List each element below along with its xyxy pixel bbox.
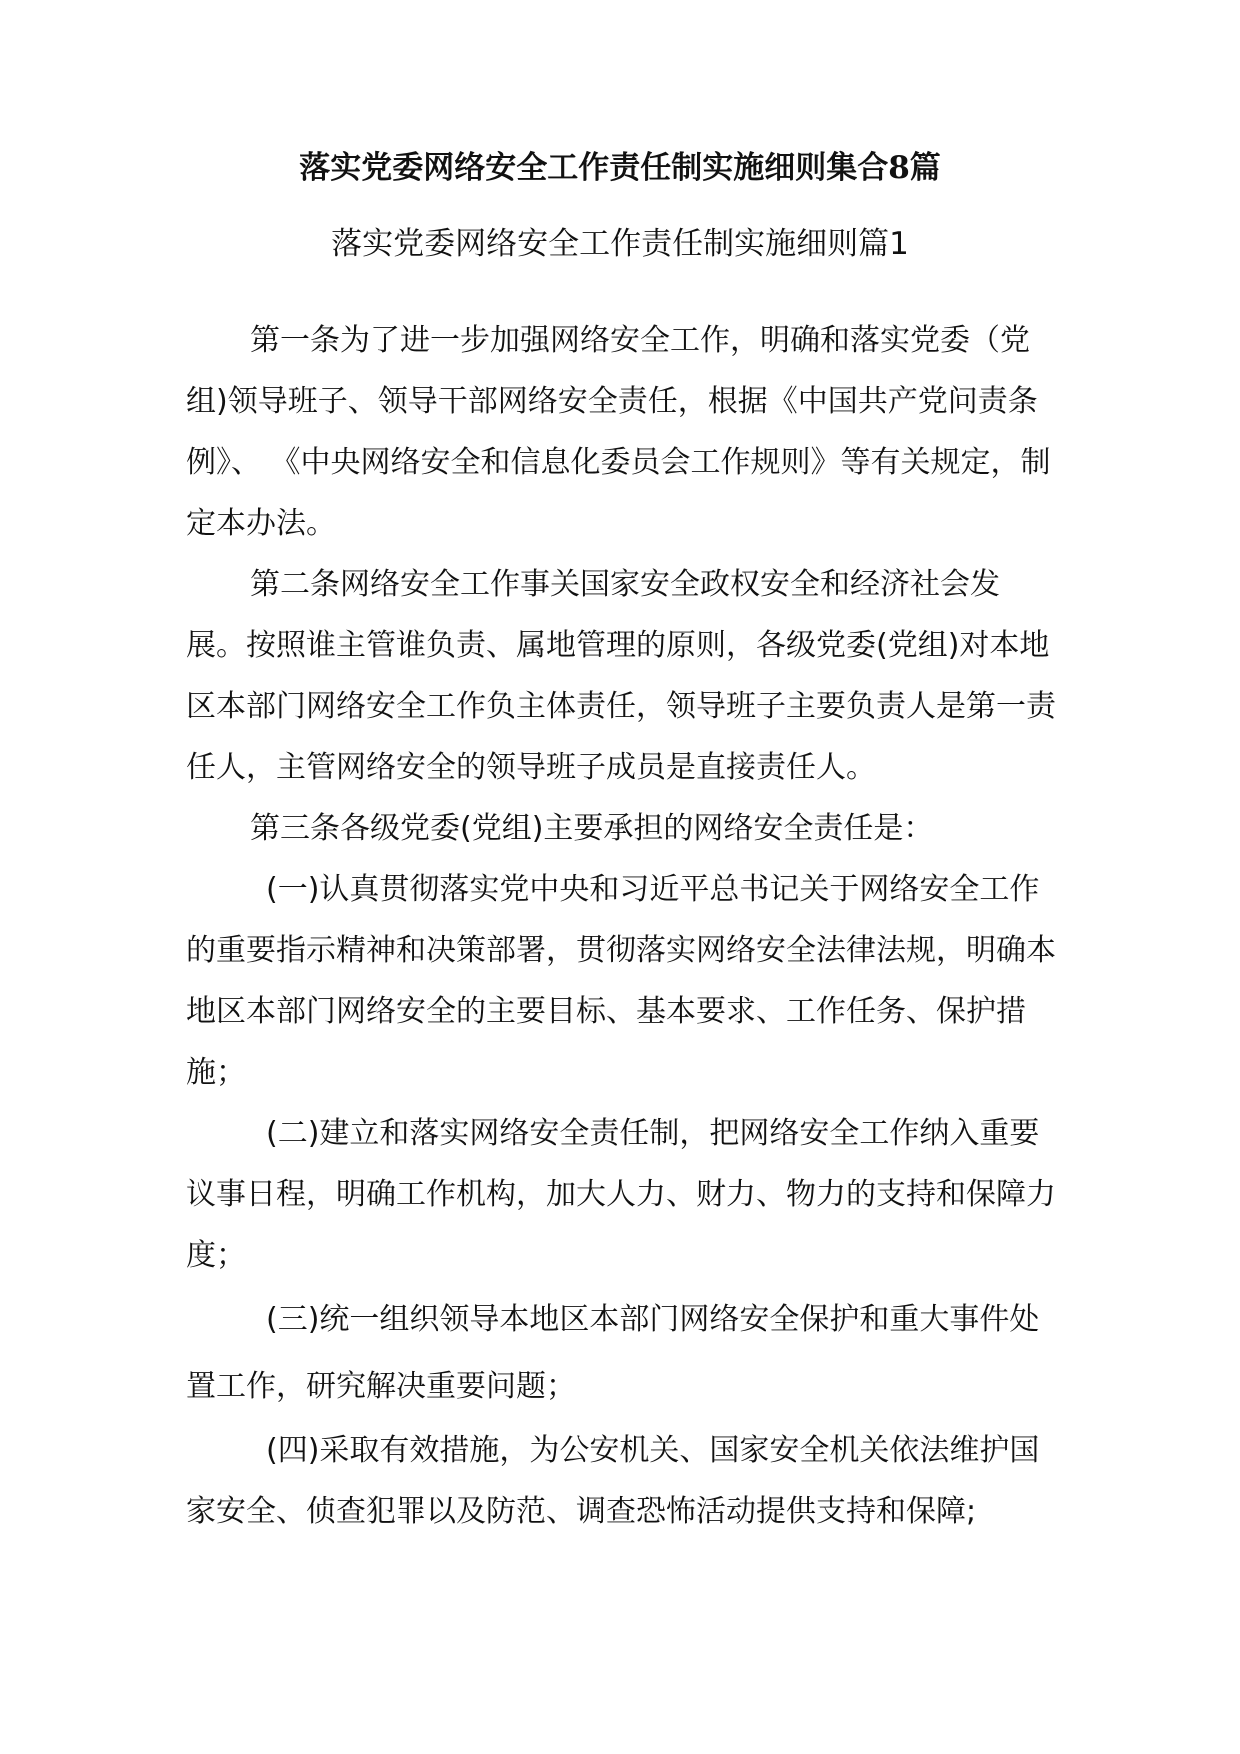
article-1-paragraph: 第一条为了进一步加强网络安全工作，明确和落实党委（党组)领导班子、领导干部网络安全责任，根据《中国共产党问责条例》、 《中央网络安全和信息化委员会工作规则》等有关规定，制定本办法。 — [186, 323, 1051, 541]
article-2-paragraph: 第二条网络安全工作事关国家安全政权安全和经济社会发展。按照谁主管谁负责、属地管理的原则，各级党委(党组)对本地区本部门网络安全工作负主体责任，领导班子主要负责人是第一责任人，主管网络安全的领导班子成员是直接责任人。 — [186, 567, 1056, 785]
document-body — [186, 310, 1056, 1542]
article-3-item-2: (二)建立和落实网络安全责任制，把网络安全工作纳入重要议事日程，明确工作机构，加大人力、财力、物力的支持和保障力度； — [186, 1116, 1056, 1273]
article-3-item-4: (四)采取有效措施，为公安机关、国家安全机关依法维护国家安全、侦查犯罪以及防范、调查恐怖活动提供支持和保障; — [186, 1433, 1040, 1529]
article-3-item-3: (三)统一组织领导本地区本部门网络安全保护和重大事件处置工作，研究解决重要问题； — [186, 1302, 1040, 1404]
document-subtitle: 落实党委网络安全工作责任制实施细则篇1 — [331, 226, 909, 262]
article-3-item-1: (一)认真贯彻落实党中央和习近平总书记关于网络安全工作的重要指示精神和决策部署，贯彻落实网络安全法律法规，明确本地区本部门网络安全的主要目标、基本要求、工作任务、保护措施； — [186, 872, 1056, 1090]
article-3-paragraph: 第三条各级党委(党组)主要承担的网络安全责任是： — [250, 811, 934, 846]
document-title: 落实党委网络安全工作责任制实施细则集合8篇 — [299, 150, 941, 186]
